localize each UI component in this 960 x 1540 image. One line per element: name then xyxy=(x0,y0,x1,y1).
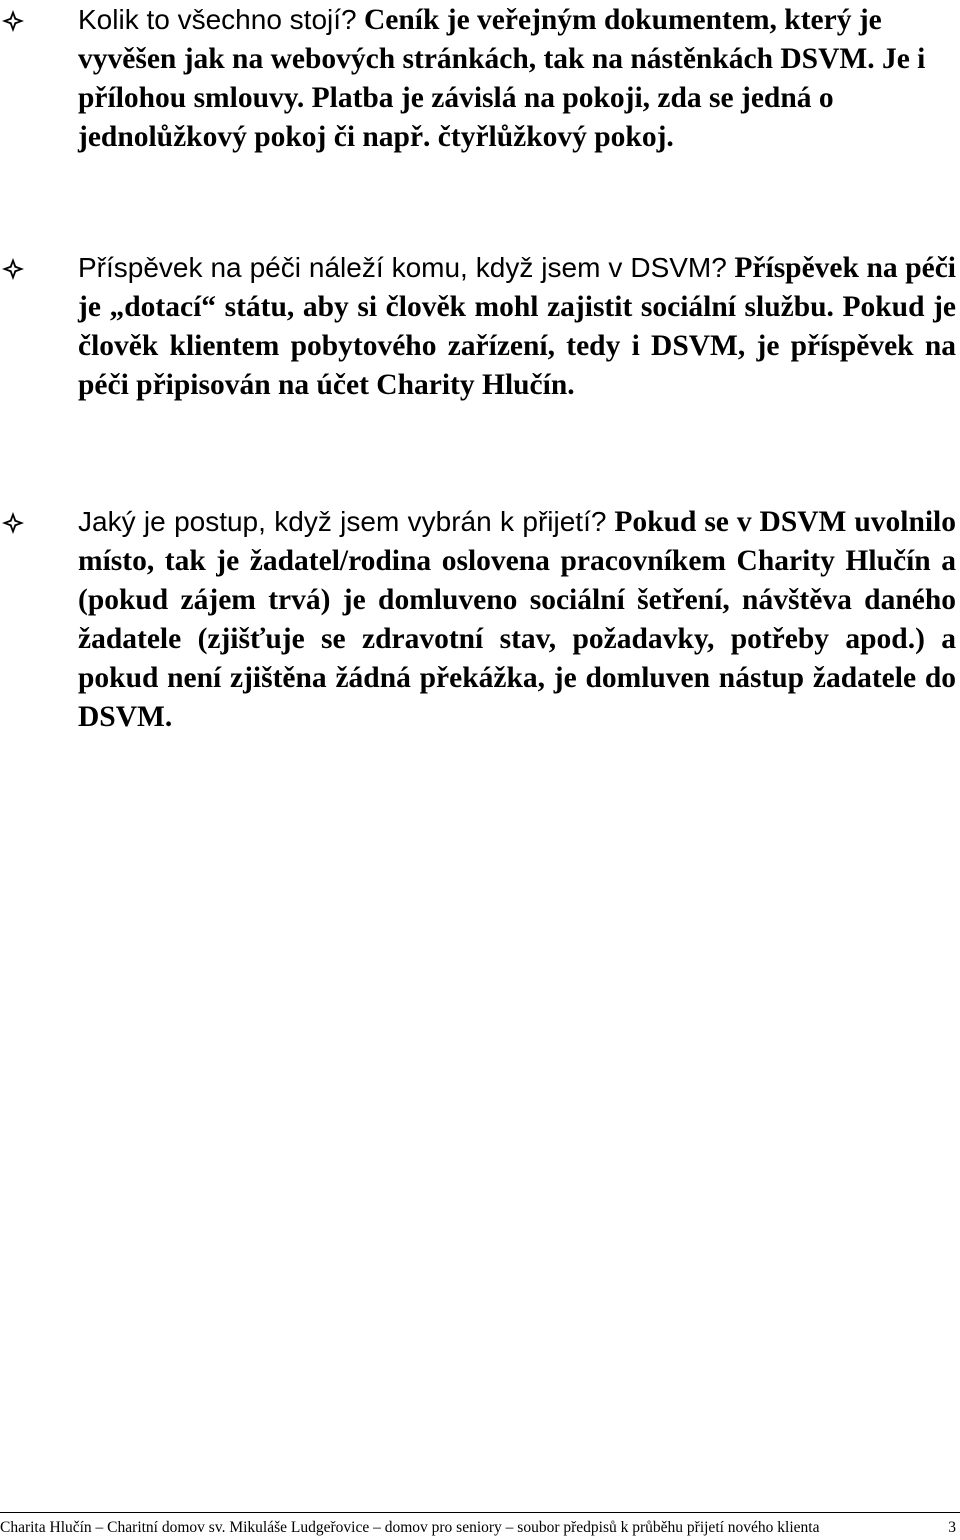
faq-question: Kolik to všechno stojí? xyxy=(78,4,357,35)
faq-question: Příspěvek na péči náleží komu, když jsem v DSVM? xyxy=(78,252,727,283)
page-number: 3 xyxy=(948,1519,956,1536)
faq-paragraph xyxy=(0,502,956,737)
faq-question: Jaký je postup, když jsem vybrán k přijetí? xyxy=(78,506,607,537)
faq-answer: Ceník je veřejným dokumentem, který je vyvěšen jak na webových stránkách, tak na nástěnkách DSVM. Je i přílohou smlouvy. Platba je závislá na pokoji, zda se jedná o jednolůžkový pokoj či např. čtyřlůžkový pokoj. xyxy=(78,4,926,153)
faq-paragraph xyxy=(0,0,956,157)
page-footer xyxy=(0,1512,960,1537)
diamond-bullet-icon xyxy=(2,258,24,280)
faq-answer: Příspěvek na péči je „dotací“ státu, aby si člověk mohl zajistit sociální službu. Pokud je člověk klientem pobytového zařízení, tedy i DSVM, je příspěvek na péči připisován na účet Charity Hlučín. xyxy=(78,252,956,401)
diamond-bullet-icon xyxy=(2,512,24,534)
faq-answer: Pokud se v DSVM uvolnilo místo, tak je žadatel/rodina oslovena pracovníkem Charity Hlučín a (pokud zájem trvá) je domluveno sociální šetření, návštěva daného žadatele (zjišťuje se zdravotní stav, požadavky, potřeby apod.) a pokud není zjištěna žádná překážka, je domluven nástup žadatele do DSVM. xyxy=(78,506,956,733)
faq-paragraph xyxy=(0,248,956,405)
diamond-bullet-icon xyxy=(2,10,24,32)
footer-text: Charita Hlučín – Charitní domov sv. Mikuláše Ludgeřovice – domov pro seniory – soubor předpisů k průběhu přijetí nového klienta xyxy=(0,1519,820,1536)
faq-item-cost xyxy=(0,0,956,157)
faq-item-admission-procedure xyxy=(0,502,956,737)
faq-item-care-allowance xyxy=(0,248,956,405)
